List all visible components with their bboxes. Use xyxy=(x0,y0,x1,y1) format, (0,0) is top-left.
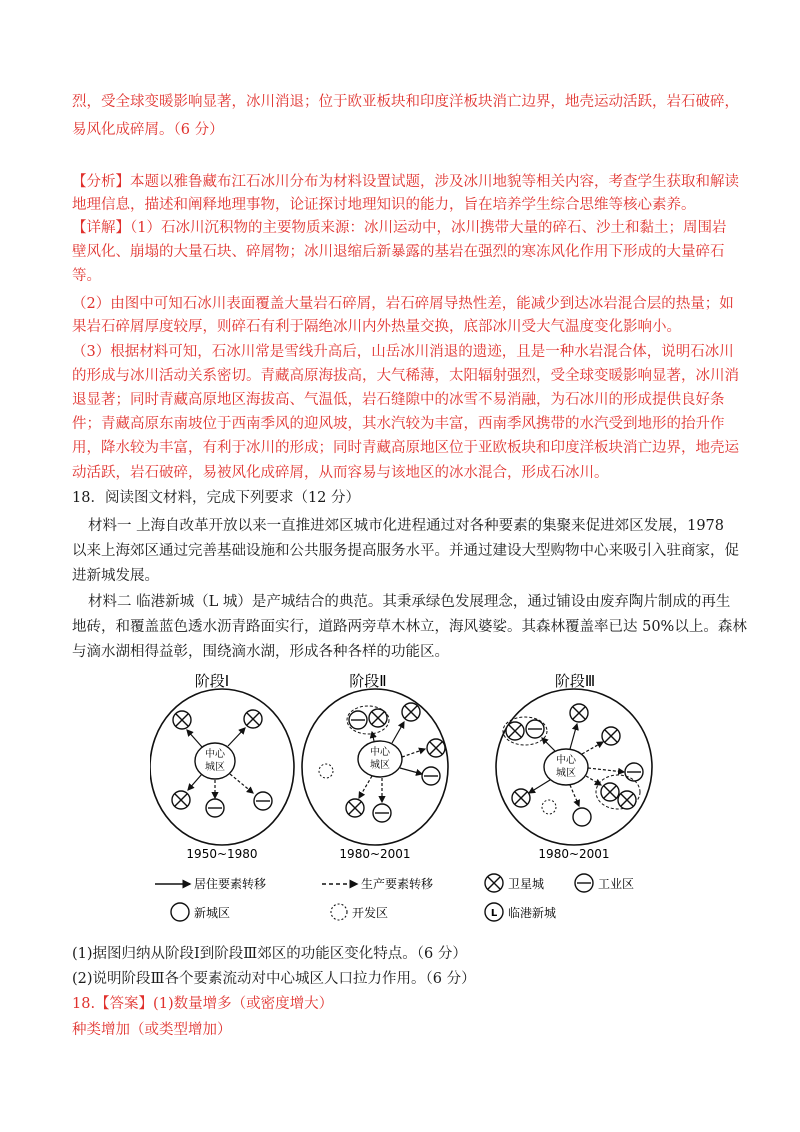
stage-title: 阶段Ⅰ xyxy=(194,672,230,690)
material-line: 材料一 上海自改革开放以来一直推进郊区城市化进程通过对各种要素的集聚来促进郊区发展，1978 xyxy=(88,518,725,534)
satellite-city-icon xyxy=(602,727,620,745)
satellite-city-icon xyxy=(506,722,524,740)
legend-label: 临港新城 xyxy=(508,906,557,920)
satellite-city-icon xyxy=(173,711,191,729)
industrial-zone-icon xyxy=(373,804,391,822)
industrial-zone-legend-icon xyxy=(575,874,593,892)
satellite-city-icon xyxy=(402,703,420,721)
detail-line: （2）由图中可知石冰川表面覆盖大量岩石碎屑，岩石碎屑导热性差，能减少到达冰岩混合层的热量；如 xyxy=(72,296,734,312)
new-district-icon xyxy=(573,808,591,826)
period-label: 1980~2001 xyxy=(339,847,411,861)
sub-question: (1)据图归纳从阶段Ⅰ到阶段Ⅲ郊区的功能区变化特点。（6 分） xyxy=(72,946,467,962)
detail-line: 等。 xyxy=(72,268,101,284)
stage-3-panel xyxy=(496,689,652,845)
satellite-city-icon xyxy=(172,791,190,809)
material-line: 进新城发展。 xyxy=(72,568,159,584)
legend-label: 工业区 xyxy=(598,877,635,891)
stage-diagram xyxy=(150,668,670,930)
satellite-city-icon xyxy=(346,799,364,817)
development-zone-icon xyxy=(319,764,333,778)
center-city-label: 中心 xyxy=(556,755,576,766)
stage-title: 阶段Ⅲ xyxy=(554,672,596,690)
new-district-legend-icon xyxy=(171,903,189,921)
industrial-zone-icon xyxy=(422,767,440,785)
center-city-label: 中心 xyxy=(205,749,225,760)
period-label: 1950~1980 xyxy=(186,847,258,861)
development-zone-icon xyxy=(542,800,556,814)
satellite-city-icon xyxy=(570,704,588,722)
industrial-zone-icon xyxy=(349,711,367,729)
legend-label: 开发区 xyxy=(352,906,389,920)
question-heading: 18．阅读图文材料，完成下列要求（12 分） xyxy=(72,490,361,506)
detail-line: 果岩石碎屑厚度较厚，则碎石有利于隔绝冰川内外热量交换，底部冰川受大气温度变化影响小。 xyxy=(72,319,681,335)
industrial-zone-icon xyxy=(625,763,643,781)
detail-line: 动活跃，岩石破碎，易被风化成碎屑，从而容易与该地区的冰水混合，形成石冰川。 xyxy=(72,465,609,481)
industrial-zone-icon xyxy=(526,720,544,738)
legend-label: 生产要素转移 xyxy=(361,877,434,891)
detail-line: 壁风化、崩塌的大量石块、碎屑物；冰川退缩后新暴露的基岩在强烈的寒冻风化作用下形成的大量碎石 xyxy=(72,244,725,260)
analysis-line: 【分析】本题以雅鲁藏布江石冰川分布为材料设置试题，涉及冰川地貌等相关内容，考查学生获取和解读 xyxy=(72,174,739,190)
detail-line: 退显著；同时青藏高原地区海拔高、气温低，岩石缝隙中的冰雪不易消融，为石冰川的形成提供良好条 xyxy=(72,392,725,408)
industrial-zone-icon xyxy=(206,799,224,817)
center-city-label: 城区 xyxy=(205,762,225,773)
analysis-line: 地理信息，描述和阐释地理事物，论证探讨地理知识的能力，旨在培养学生综合思维等核心素养。 xyxy=(72,197,696,213)
material-line: 与滴水湖相得益彰，围绕滴水湖，形成各种各样的功能区。 xyxy=(72,644,449,660)
detail-line: 的形成与冰川活动关系密切。青藏高原海拔高，大气稀薄，太阳辐射强烈，受全球变暖影响显著，冰川消 xyxy=(72,368,739,384)
satellite-city-icon xyxy=(618,791,636,809)
material-line: 地砖，和覆盖蓝色透水沥青路面实行，道路两旁草木林立，海风婆娑。其森林覆盖率已达 50%以上。森林 xyxy=(72,619,747,635)
satellite-city-icon xyxy=(512,789,530,807)
stage-1-panel xyxy=(150,689,294,845)
satellite-city-icon xyxy=(601,783,619,801)
sub-question: (2)说明阶段Ⅲ各个要素流动对中心城区人口拉力作用。（6 分） xyxy=(72,971,476,987)
center-city-label: 城区 xyxy=(556,768,576,779)
satellite-city-icon xyxy=(369,709,387,727)
answer-17-line: 易风化成碎屑。（6 分） xyxy=(72,122,224,138)
detail-line: （3）根据材料可知，石冰川常是雪线升高后，山岳冰川消退的遗迹，且是一种水岩混合体，说明石冰川 xyxy=(72,344,734,360)
detail-line: 【详解】（1）石冰川沉积物的主要物质来源：冰川运动中，冰川携带大量的碎石、沙土和黏土；周围岩 xyxy=(72,220,727,236)
stage-2-panel xyxy=(302,689,448,845)
detail-line: 用，降水较为丰富，有利于冰川的形成；同时青藏高原地区位于亚欧板块和印度洋板块消亡边界，地壳运 xyxy=(72,440,739,456)
lingang-symbol: L xyxy=(490,908,498,919)
satellite-city-icon xyxy=(244,710,262,728)
center-city-label: 城区 xyxy=(370,760,390,771)
legend-label: 居住要素转移 xyxy=(194,877,267,891)
legend-label: 卫星城 xyxy=(508,877,545,891)
legend-label: 新城区 xyxy=(194,906,231,920)
development-zone-legend-icon xyxy=(331,904,347,920)
industrial-zone-icon xyxy=(254,792,272,810)
material-line: 以来上海郊区通过完善基础设施和公共服务提高服务水平。并通过建设大型购物中心来吸引入驻商家，促 xyxy=(72,543,739,559)
center-city-label: 中心 xyxy=(370,747,390,758)
period-label: 1980~2001 xyxy=(538,847,610,861)
detail-line: 件；青藏高原东南坡位于西南季风的迎风坡，其水汽较为丰富，西南季风携带的水汽受到地形的抬升作 xyxy=(72,416,725,432)
answer-line: 18.【答案】(1)数量增多（或密度增大） xyxy=(72,996,334,1012)
satellite-city-icon xyxy=(427,739,445,757)
answer-line: 种类增加（或类型增加） xyxy=(72,1022,232,1038)
answer-17-line: 烈，受全球变暖影响显著，冰川消退；位于欧亚板块和印度洋板块消亡边界，地壳运动活跃，岩石破碎， xyxy=(72,94,739,110)
satellite-city-legend-icon xyxy=(485,874,503,892)
stage-title: 阶段Ⅱ xyxy=(349,672,387,690)
material-line: 材料二 临港新城（L 城）是产城结合的典范。其秉承绿色发展理念，通过铺设由废弃陶片制成的再生 xyxy=(88,594,731,610)
